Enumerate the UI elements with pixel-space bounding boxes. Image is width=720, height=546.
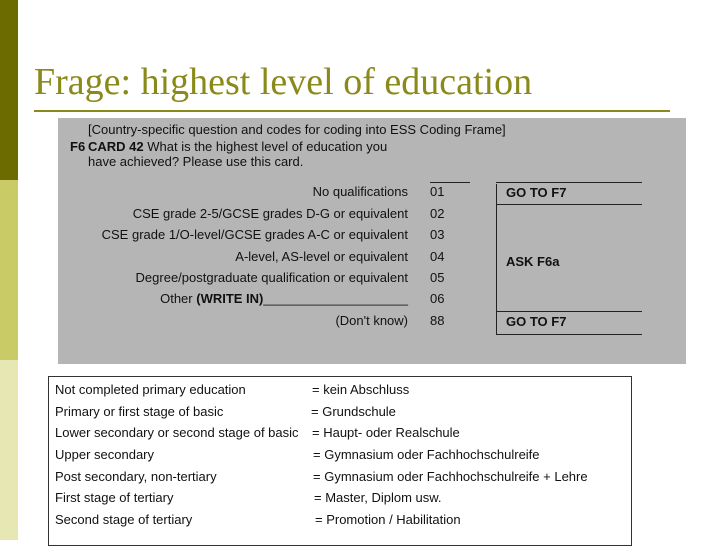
- question-line-2: have achieved? Please use this card.: [88, 154, 304, 169]
- routing-goto-f7: GO TO F7: [506, 185, 567, 200]
- routing-rule: [496, 311, 642, 312]
- option-label: A-level, AS-level or equivalent: [235, 249, 408, 264]
- translation-target: = kein Abschluss: [312, 382, 410, 397]
- decor-stripe-middle: [0, 180, 18, 360]
- translation-source: First stage of tertiary: [55, 490, 174, 505]
- translation-target: = Grundschule: [311, 404, 396, 419]
- decor-stripe-top: [0, 0, 18, 180]
- routing-rule-bottom: [496, 334, 642, 335]
- translation-target: = Gymnasium oder Fachhochschulreife + Lehre: [313, 469, 588, 484]
- question-line-1: [88, 139, 387, 154]
- decor-stripe-bottom: [0, 360, 18, 540]
- translation-source: Not completed primary education: [55, 382, 246, 397]
- routing-goto-f7: GO TO F7: [506, 314, 567, 329]
- question-id: F6: [70, 139, 86, 154]
- option-code: 06: [430, 291, 445, 306]
- option-label-other: [160, 291, 408, 306]
- option-label: CSE grade 1/O-level/GCSE grades A-C or equivalent: [101, 227, 408, 242]
- translation-target: = Promotion / Habilitation: [315, 512, 461, 527]
- option-label: No qualifications: [312, 184, 408, 199]
- option-code: 04: [430, 249, 445, 264]
- question-text-1: What is the highest level of education you: [147, 139, 388, 154]
- translation-source: Primary or first stage of basic: [55, 404, 224, 419]
- translation-source: Post secondary, non-tertiary: [55, 469, 217, 484]
- option-code: 03: [430, 227, 445, 242]
- card-label: CARD 42: [88, 139, 144, 154]
- translation-source: Second stage of tertiary: [55, 512, 193, 527]
- translation-target: = Master, Diplom usw.: [314, 490, 442, 505]
- translation-target: = Gymnasium oder Fachhochschulreife: [313, 447, 540, 462]
- translation-source: Upper secondary: [55, 447, 154, 462]
- slide-title: Frage: highest level of education: [34, 61, 533, 103]
- codes-rule: [430, 182, 470, 183]
- title-underline: [34, 110, 670, 112]
- other-prefix: Other: [160, 291, 193, 306]
- routing-ask-f6a: ASK F6a: [506, 254, 560, 269]
- translation-table: [48, 376, 632, 546]
- scan-header: [Country-specific question and codes for coding into ESS Coding Frame]: [88, 122, 506, 137]
- option-code: 02: [430, 206, 445, 221]
- routing-rule-top: [496, 182, 642, 183]
- questionnaire-scan: [58, 118, 686, 364]
- option-code: 01: [430, 184, 445, 199]
- option-code: 88: [430, 313, 445, 328]
- write-in-blank: ____________________: [263, 291, 408, 306]
- write-in-label: (WRITE IN): [196, 291, 264, 306]
- routing-divider: [496, 184, 497, 334]
- option-label: Degree/postgraduate qualification or equivalent: [135, 270, 408, 285]
- translation-source: Lower secondary or second stage of basic: [55, 425, 299, 440]
- option-label: CSE grade 2-5/GCSE grades D-G or equivalent: [132, 206, 408, 221]
- translation-target: = Haupt- oder Realschule: [312, 425, 460, 440]
- option-label: (Don't know): [335, 313, 408, 328]
- routing-rule: [496, 204, 642, 205]
- option-code: 05: [430, 270, 445, 285]
